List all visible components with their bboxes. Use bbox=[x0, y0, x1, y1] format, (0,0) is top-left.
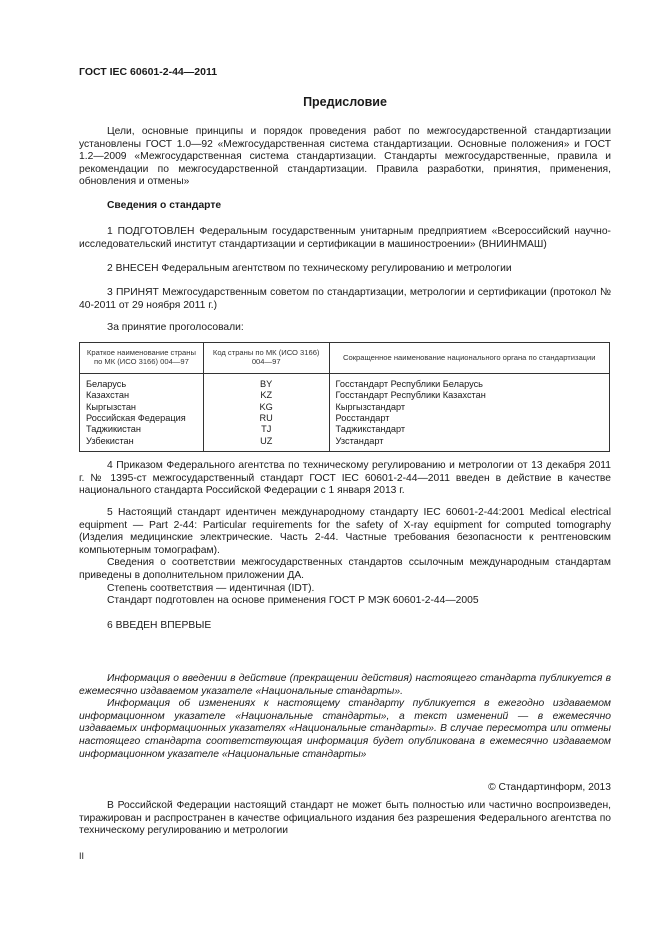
notice-introduction: Информация о введении в действие (прекращении действия) настоящего стандарта публикуется в ежемесячно издаваемом указателе «Национальные стандарты». bbox=[79, 673, 611, 697]
item-4: 4 Приказом Федерального агентства по техническому регулированию и метрологии от 13 декабря 2011 г. № 1395-ст межгосударственный стандарт ГОСТ IEC 60601-2-44—2011 введен в действие в качестве национального стандарта Российской Федерации с 1 января 2013 г. bbox=[79, 460, 611, 497]
table-cell-country: Таджикистан bbox=[80, 424, 204, 435]
table-header-country: Краткое наименование страны по МК (ИСО 3166) 004—97 bbox=[80, 343, 204, 374]
item-5: 5 Настоящий стандарт идентичен международному стандарту IEC 60601-2-44:2001 Medical electrical equipment — Part 2-44: Particular requirements for the safety of X-ray equipment for computed tomography (Изделия медицинские электрические. Часть 2-44. Частные требования безопасности к рентгеновским компьютерным томографам). bbox=[79, 507, 611, 556]
page-number: II bbox=[79, 851, 85, 861]
item-2: 2 ВНЕСЕН Федеральным агентством по техническому регулированию и метрологии bbox=[107, 263, 512, 274]
table-cell-body: Росстандарт bbox=[329, 413, 609, 424]
table-cell-body: Госстандарт Республики Казахстан bbox=[329, 390, 609, 401]
item-5-degree: Степень соответствия — идентичная (IDT). bbox=[107, 582, 315, 594]
table-row bbox=[80, 402, 610, 413]
table-header-body: Сокращенное наименование национального органа по стандартизации bbox=[329, 343, 609, 374]
copyright: © Стандартинформ, 2013 bbox=[488, 782, 611, 793]
page-title: Предисловие bbox=[303, 95, 387, 109]
table-cell-code: RU bbox=[203, 413, 329, 424]
item-5-block bbox=[79, 507, 611, 608]
info-heading: Сведения о стандарте bbox=[107, 200, 222, 211]
voted-block bbox=[79, 322, 611, 335]
item-5-basis: Стандарт подготовлен на основе применения ГОСТ Р МЭК 60601-2-44—2005 bbox=[107, 595, 479, 607]
table-cell-code: UZ bbox=[203, 436, 329, 452]
item-3: 3 ПРИНЯТ Межгосударственным советом по стандартизации, метрологии и сертификации (протокол № 40-2011 от 29 ноября 2011 г.) bbox=[79, 287, 611, 311]
copyright-block bbox=[79, 782, 611, 795]
voting-table bbox=[79, 342, 610, 452]
table-header-row bbox=[80, 343, 610, 374]
table-cell-code: BY bbox=[203, 373, 329, 390]
item-6-block bbox=[79, 620, 611, 633]
table-row bbox=[80, 390, 610, 401]
legal-notice: В Российской Федерации настоящий стандарт не может быть полностью или частично воспроизведен, тиражирован и распространен в качестве официального издания без разрешения Федерального агентства по техническому регулированию и метрологии bbox=[79, 800, 611, 837]
info-heading-block bbox=[79, 200, 611, 213]
table-cell-code: KZ bbox=[203, 390, 329, 401]
table-cell-body: Узстандарт bbox=[329, 436, 609, 452]
item-2-block bbox=[79, 263, 611, 276]
table-cell-body: Госстандарт Республики Беларусь bbox=[329, 373, 609, 390]
intro-section bbox=[79, 126, 611, 189]
item-3-block bbox=[79, 287, 611, 312]
legal-block bbox=[79, 800, 611, 838]
item-1: 1 ПОДГОТОВЛЕН Федеральным государственным унитарным предприятием «Всероссийский научно-исследовательский институт стандартизации и сертификации в машиностроении» (ВНИИНМАШ) bbox=[79, 226, 611, 250]
voted-label: За принятие проголосовали: bbox=[107, 322, 244, 333]
table-header-code: Код страны по МК (ИСО 3166) 004—97 bbox=[203, 343, 329, 374]
table-row bbox=[80, 424, 610, 435]
table-row bbox=[80, 436, 610, 452]
table-row bbox=[80, 413, 610, 424]
item-5-correspondence: Сведения о соответствии межгосударственных стандартов ссылочным международным стандартам приведены в дополнительном приложении ДА. bbox=[79, 557, 611, 581]
table-cell-country: Казахстан bbox=[80, 390, 204, 401]
item-4-block bbox=[79, 460, 611, 498]
standard-header: ГОСТ IEC 60601-2-44—2011 bbox=[79, 66, 218, 78]
notice-changes: Информация об изменениях к настоящему стандарту публикуется в ежегодно издаваемом информационном указателе «Национальные стандарты», а текст изменений — в ежемесячно издаваемых информационных указателях «Национальные стандарты». В случае пересмотра или отмены настоящего стандарта соответствующая информация будет опубликована в ежемесячно издаваемом информационном указателе «Национальные стандарты» bbox=[79, 698, 611, 760]
table-cell-country: Узбекистан bbox=[80, 436, 204, 452]
item-6: 6 ВВЕДЕН ВПЕРВЫЕ bbox=[107, 620, 212, 631]
table-cell-code: TJ bbox=[203, 424, 329, 435]
notice-block bbox=[79, 673, 611, 761]
table-cell-country: Беларусь bbox=[80, 373, 204, 390]
table-cell-body: Таджикстандарт bbox=[329, 424, 609, 435]
table-cell-country: Российская Федерация bbox=[80, 413, 204, 424]
table-cell-code: KG bbox=[203, 402, 329, 413]
item-1-block bbox=[79, 226, 611, 251]
table-row bbox=[80, 373, 610, 390]
table-cell-body: Кыргызстандарт bbox=[329, 402, 609, 413]
table-cell-country: Кыргызстан bbox=[80, 402, 204, 413]
intro-paragraph: Цели, основные принципы и порядок проведения работ по межгосударственной стандартизации установлены ГОСТ 1.0—92 «Межгосударственная система стандартизации. Основные положения» и ГОСТ 1.2—2009 «Межгосударственная система стандартизации. Стандарты межгосударственные, правила и рекомендации по межгосударственной стандартизации. Правила разработки, принятия, применения, обновления и отмены» bbox=[79, 126, 611, 188]
